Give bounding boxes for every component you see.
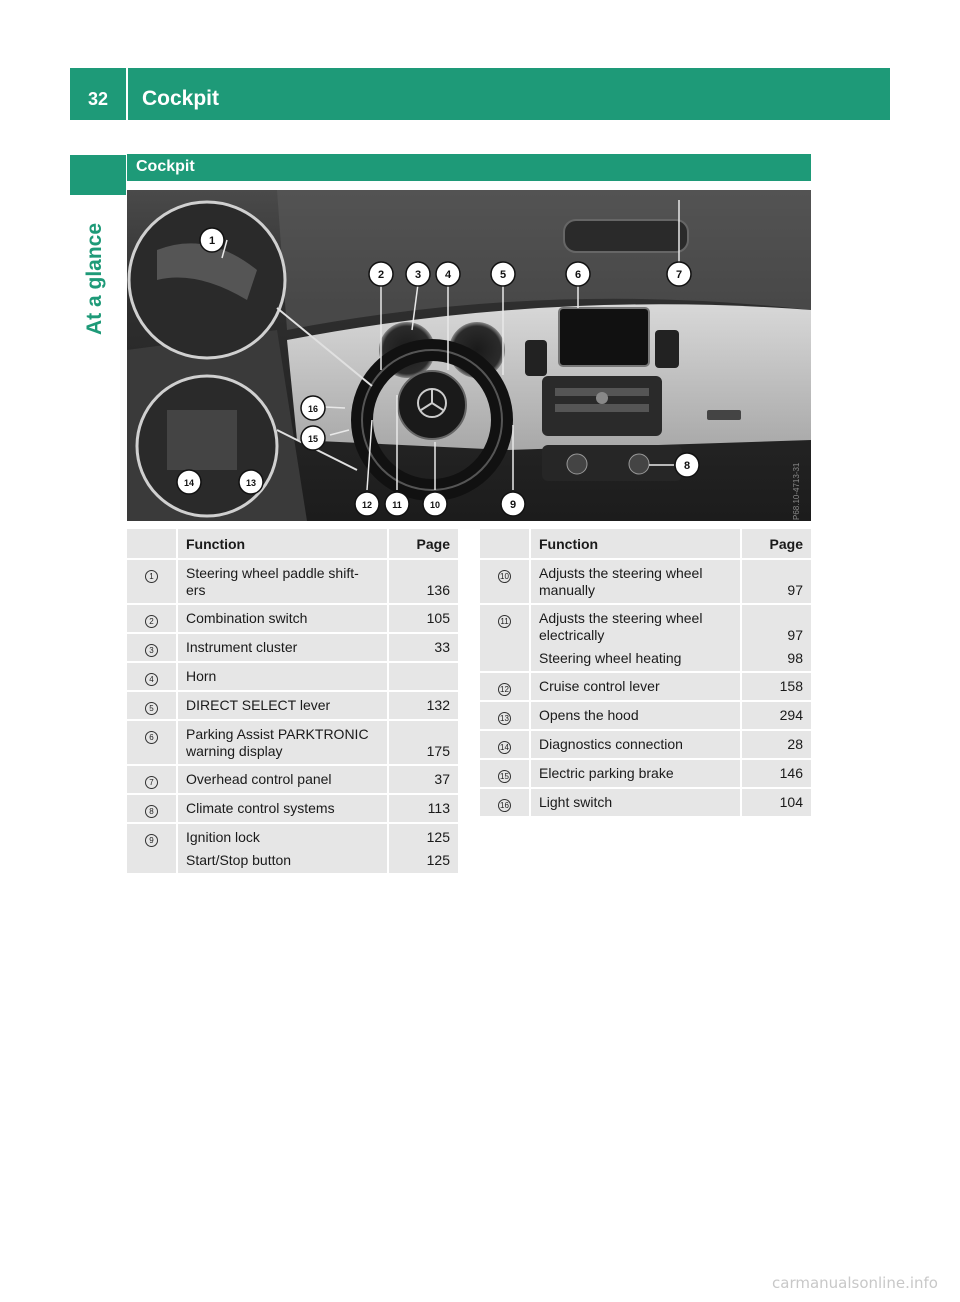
row-number: 8 xyxy=(145,805,158,818)
row-number: 14 xyxy=(498,741,511,754)
header-function: Function xyxy=(531,529,742,560)
callout-8-label: 8 xyxy=(683,460,691,472)
table-row xyxy=(127,605,458,634)
page-cell xyxy=(389,692,458,721)
row-number: 13 xyxy=(498,712,511,725)
table-row xyxy=(127,692,458,721)
callout-11-label: 11 xyxy=(392,500,402,510)
row-number-cell xyxy=(480,605,531,673)
row-number: 15 xyxy=(498,770,511,783)
page-ref[interactable]: 125 xyxy=(426,829,450,845)
page-ref[interactable]: 98 xyxy=(787,650,803,666)
function-text: Electric parking brake xyxy=(539,765,674,781)
row-number-cell xyxy=(127,721,178,766)
table-row xyxy=(127,634,458,663)
row-number: 7 xyxy=(145,776,158,789)
callout-5-label: 5 xyxy=(499,269,507,281)
page-ref[interactable] xyxy=(389,565,450,582)
page-cell xyxy=(742,605,811,673)
row-number: 3 xyxy=(145,644,158,657)
callout-10-label: 10 xyxy=(429,500,441,510)
callout-8 xyxy=(675,453,699,477)
function-cell xyxy=(531,731,742,760)
callout-13 xyxy=(239,470,263,494)
function-text: Overhead control panel xyxy=(186,771,332,787)
function-text: Parking Assist PARKTRONIC xyxy=(186,726,369,742)
function-text: Steering wheel paddle shift- xyxy=(186,565,359,581)
callout-4 xyxy=(436,262,460,286)
header-num xyxy=(127,529,178,560)
page-cell xyxy=(742,731,811,760)
row-number-cell xyxy=(480,560,531,605)
table-row xyxy=(127,795,458,824)
cockpit-photo xyxy=(127,190,811,521)
page-ref[interactable] xyxy=(742,565,803,582)
callout-16-label: 16 xyxy=(307,404,319,414)
row-number: 12 xyxy=(498,683,511,696)
function-cell xyxy=(178,692,389,721)
row-number-cell xyxy=(127,766,178,795)
row-number-cell xyxy=(480,760,531,789)
table-row xyxy=(127,663,458,692)
page-cell xyxy=(389,824,458,875)
table-header-row xyxy=(127,529,458,560)
function-text: Climate control systems xyxy=(186,800,335,816)
page-ref[interactable]: 136 xyxy=(426,582,450,598)
function-text: Light switch xyxy=(539,794,613,810)
function-text: Instrument cluster xyxy=(186,639,298,655)
table-row xyxy=(480,605,811,673)
table-row xyxy=(480,789,811,818)
right-table-body xyxy=(480,560,811,818)
function-cell xyxy=(178,605,389,634)
callout-11 xyxy=(385,492,409,516)
function-cell xyxy=(178,766,389,795)
function-text: Start/Stop button xyxy=(186,852,292,868)
callout-3 xyxy=(406,262,430,286)
footer-site: carmanualsonline.info xyxy=(772,1274,938,1292)
function-text: Opens the hood xyxy=(539,707,639,723)
callout-14-label: 14 xyxy=(183,478,195,488)
row-number-cell xyxy=(127,634,178,663)
function-cell xyxy=(531,673,742,702)
page-ref[interactable]: 97 xyxy=(787,627,803,643)
page-ref[interactable]: 37 xyxy=(434,771,450,787)
function-text: electrically xyxy=(539,627,605,643)
callout-12-label: 12 xyxy=(361,500,373,510)
function-text: Diagnostics connection xyxy=(539,736,683,752)
function-cell xyxy=(178,721,389,766)
header-function: Function xyxy=(178,529,389,560)
function-text: Combination switch xyxy=(186,610,308,626)
table-row xyxy=(480,760,811,789)
callout-16 xyxy=(301,396,325,420)
function-cell xyxy=(178,795,389,824)
page-header xyxy=(70,68,890,120)
row-number-cell xyxy=(127,605,178,634)
table-row xyxy=(480,560,811,605)
page-cell xyxy=(742,673,811,702)
page-ref[interactable]: 97 xyxy=(787,582,803,598)
side-tab-label: At a glance xyxy=(83,222,106,335)
row-number-cell xyxy=(127,824,178,875)
callout-7 xyxy=(667,262,691,286)
row-number-cell xyxy=(127,795,178,824)
function-text: warning display xyxy=(186,743,283,759)
page-ref[interactable]: 104 xyxy=(779,794,803,810)
callout-12 xyxy=(355,492,379,516)
page-ref[interactable]: 125 xyxy=(426,852,450,868)
row-number: 16 xyxy=(498,799,511,812)
row-number: 10 xyxy=(498,570,511,583)
row-number: 4 xyxy=(145,673,158,686)
row-number: 5 xyxy=(145,702,158,715)
page-cell xyxy=(389,560,458,605)
header-num xyxy=(480,529,531,560)
callout-5 xyxy=(491,262,515,286)
header-title: Cockpit xyxy=(142,87,220,110)
table-row xyxy=(127,824,458,875)
page-cell xyxy=(742,789,811,818)
callout-2 xyxy=(369,262,393,286)
page-cell xyxy=(389,766,458,795)
page-cell xyxy=(389,663,458,692)
function-cell xyxy=(531,605,742,673)
row-number: 6 xyxy=(145,731,158,744)
callout-13-label: 13 xyxy=(245,478,257,488)
function-text: DIRECT SELECT lever xyxy=(186,697,331,713)
callout-7-label: 7 xyxy=(675,269,683,281)
header-page: Page xyxy=(742,529,811,560)
section-title: Cockpit xyxy=(127,154,811,181)
callout-9 xyxy=(501,492,525,516)
page-ref[interactable]: 132 xyxy=(426,697,450,713)
function-text: Adjusts the steering wheel xyxy=(539,565,703,581)
header-divider xyxy=(126,68,128,120)
page-ref[interactable]: 28 xyxy=(787,736,803,752)
page-cell xyxy=(389,795,458,824)
table-row xyxy=(127,721,458,766)
row-number-cell xyxy=(480,731,531,760)
function-cell xyxy=(178,560,389,605)
function-cell xyxy=(531,702,742,731)
callout-1-label: 1 xyxy=(208,235,216,247)
function-text: Steering wheel heating xyxy=(539,650,682,666)
function-cell xyxy=(178,634,389,663)
callout-6 xyxy=(566,262,590,286)
page-ref[interactable] xyxy=(742,610,803,627)
table-header-row xyxy=(480,529,811,560)
table-row xyxy=(480,702,811,731)
page-ref[interactable] xyxy=(389,668,450,685)
function-cell xyxy=(178,824,389,875)
function-table-left xyxy=(127,529,458,875)
row-number: 9 xyxy=(145,834,158,847)
function-cell xyxy=(531,760,742,789)
page-ref[interactable]: 105 xyxy=(426,610,450,626)
callout-1 xyxy=(200,228,224,252)
callout-15-label: 15 xyxy=(307,434,319,444)
callout-15 xyxy=(301,426,325,450)
page-ref[interactable]: 294 xyxy=(779,707,803,723)
function-text: ers xyxy=(186,582,206,598)
callout-14 xyxy=(177,470,201,494)
row-number: 1 xyxy=(145,570,158,583)
row-number-cell xyxy=(480,673,531,702)
callout-10 xyxy=(423,492,447,516)
function-text: Ignition lock xyxy=(186,829,260,845)
function-cell xyxy=(531,560,742,605)
function-text: Horn xyxy=(186,668,217,684)
callout-2-label: 2 xyxy=(377,269,385,281)
row-number-cell xyxy=(480,789,531,818)
page-cell xyxy=(742,702,811,731)
left-table-body xyxy=(127,560,458,875)
table-row xyxy=(480,673,811,702)
page-ref[interactable]: 175 xyxy=(426,743,450,759)
callout-3-label: 3 xyxy=(414,269,422,281)
page-cell xyxy=(389,605,458,634)
header-page: Page xyxy=(389,529,458,560)
callout-9-label: 9 xyxy=(509,499,517,511)
page-cell xyxy=(389,634,458,663)
row-number-cell xyxy=(127,663,178,692)
page-number: 32 xyxy=(87,88,109,109)
function-text: Adjusts the steering wheel xyxy=(539,610,703,626)
page-ref[interactable]: 113 xyxy=(427,800,450,816)
page-ref[interactable]: 158 xyxy=(779,678,803,694)
row-number: 2 xyxy=(145,615,158,628)
function-cell xyxy=(531,789,742,818)
row-number: 11 xyxy=(498,615,511,628)
function-table-right xyxy=(480,529,811,818)
callout-6-label: 6 xyxy=(574,269,582,281)
table-row xyxy=(480,731,811,760)
page-cell xyxy=(742,560,811,605)
table-row xyxy=(127,560,458,605)
row-number-cell xyxy=(480,702,531,731)
function-text: manually xyxy=(539,582,596,598)
page-cell xyxy=(742,760,811,789)
side-tab-marker xyxy=(70,155,126,195)
image-code: P68.10-4713-31 xyxy=(792,462,801,520)
page-cell xyxy=(389,721,458,766)
table-row xyxy=(127,766,458,795)
callout-4-label: 4 xyxy=(444,269,452,281)
function-text: Cruise control lever xyxy=(539,678,660,694)
row-number-cell xyxy=(127,692,178,721)
page-ref[interactable]: 33 xyxy=(434,639,450,655)
row-number-cell xyxy=(127,560,178,605)
page-ref[interactable] xyxy=(389,726,450,743)
page-ref[interactable]: 146 xyxy=(779,765,803,781)
function-cell xyxy=(178,663,389,692)
